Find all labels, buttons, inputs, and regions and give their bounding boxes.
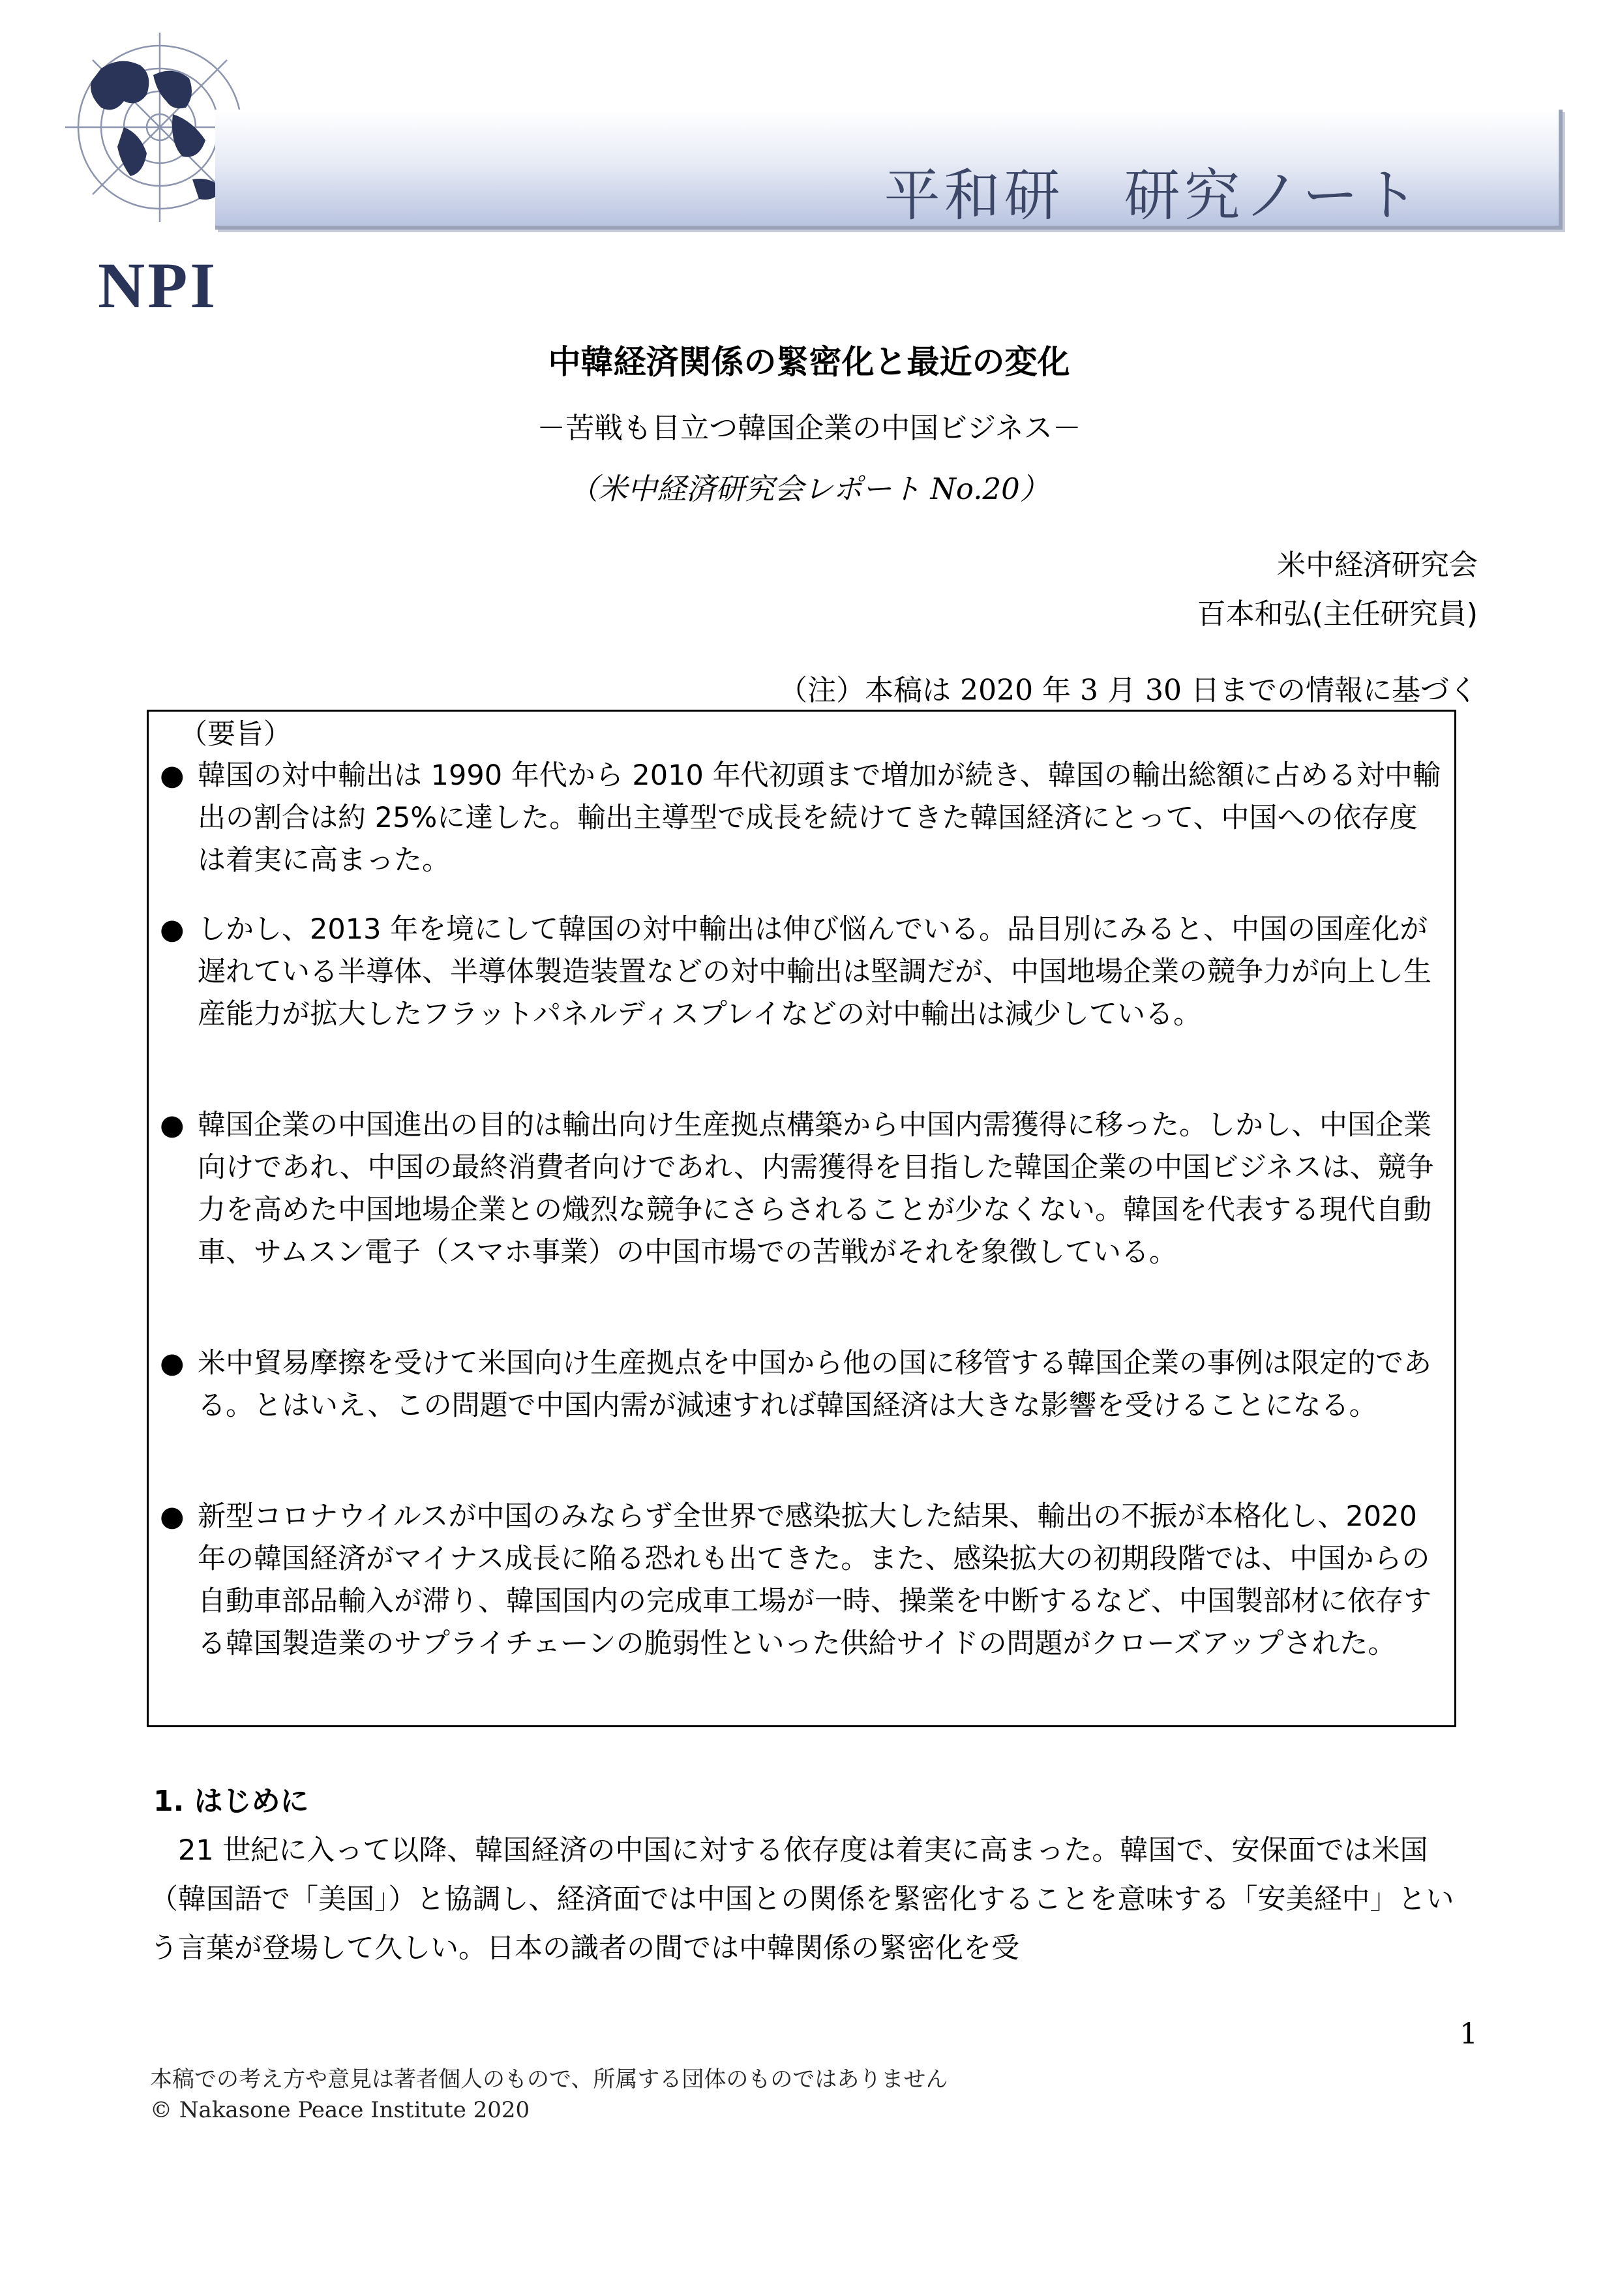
bullet-dot-icon: ● [160,1109,185,1141]
summary-bullet [160,1342,1441,1427]
summary-bullet-text: しかし、2013 年を境にして韓国の対中輸出は伸び悩んでいる。品目別にみると、中国の国産化が遅れている半導体、半導体製造装置などの対中輸出は堅調だが、中国地場企業の競争力が向上し生産能力が拡大したフラットパネルディスプレイなどの対中輸出は減少している。 [198,913,1431,1031]
summary-bullet-text: 韓国企業の中国進出の目的は輸出向け生産拠点構築から中国内需獲得に移った。しかし、中国企業向けであれ、中国の最終消費者向けであれ、内需獲得を目指した韓国企業の中国ビジネスは、競争力を高めた中国地場企業との熾烈な競争にさらされることが少なくない。韓国を代表する現代自動車、サムスン電子（スマホ事業）の中国市場での苦戦がそれを象徴している。 [198,1109,1434,1269]
summary-bullet-text: 韓国の対中輸出は 1990 年代から 2010 年代初頭まで増加が続き、韓国の輸出総額に占める対中輸出の割合は約 25%に達した。輸出主導型で成長を続けてきた韓国経済にとって、中国への依存度は着実に高まった。 [198,759,1441,877]
bullet-dot-icon: ● [160,759,185,792]
banner-title: 平和研 研究ノート [884,163,1422,228]
page-number: 1 [1460,2017,1478,2051]
document-title: 中韓経済関係の緊密化と最近の変化 [548,343,1070,381]
author: 百本和弘(主任研究員) [1197,597,1478,631]
summary-bullet [160,1104,1441,1274]
summary-bullet-text: 新型コロナウイルスが中国のみならず全世界で感染拡大した結果、輸出の不振が本格化し、2020 年の韓国経済がマイナス成長に陥る恐れも出てきた。また、感染拡大の初期段階では、中国からの自動車部品輸入が滞り、韓国国内の完成車工場が一時、操業を中断するなど、中国製部材に依存する韓国製造業のサプライチェーンの脆弱性といった供給サイドの問題がクローズアップされた。 [198,1500,1431,1660]
summary-bullet [160,755,1441,882]
bullet-dot-icon: ● [160,1500,185,1533]
section-title: 1. はじめに [153,1785,309,1818]
summary-heading: （要旨） [179,718,292,751]
bullet-dot-icon: ● [160,1347,185,1380]
info-date-note: （注）本稿は 2020 年 3 月 30 日までの情報に基づく [779,674,1478,707]
summary-bullet [160,1496,1441,1665]
copyright: © Nakasone Peace Institute 2020 [150,2097,530,2123]
organization: 米中経済研究会 [1277,549,1478,582]
summary-bullet [160,909,1441,1036]
footer-disclaimer: 本稿での考え方や意見は著者個人のもので、所属する団体のものではありません [150,2066,948,2092]
section-body: 21 世紀に入って以降、韓国経済の中国に対する依存度は着実に高まった。韓国で、安保面では米国（韓国語で「美国」）と協調し、経済面では中国との関係を緊密化することを意味する「安美経中」という言葉が登場して久しい。日本の識者の間では中韓関係の緊密化を受 [150,1834,1454,1965]
summary-bullet-text: 米中貿易摩擦を受けて米国向け生産拠点を中国から他の国に移管する韓国企業の事例は限定的である。とはいえ、この問題で中国内需が減速すれば韓国経済は大きな影響を受けることになる。 [198,1347,1431,1422]
bullet-dot-icon: ● [160,913,185,946]
document-series: （米中経済研究会レポート No.20） [569,472,1049,506]
npi-logo-text: NPI [98,249,218,322]
document-subtitle: －苦戦も目立つ韓国企業の中国ビジネス－ [537,412,1081,445]
